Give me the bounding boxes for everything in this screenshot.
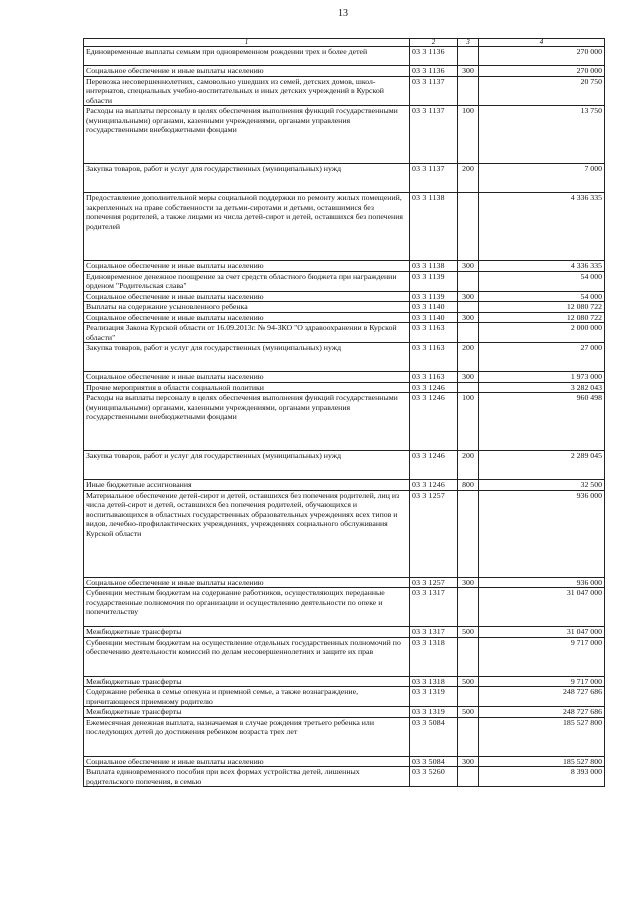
row-expense-type: 300 — [458, 291, 479, 302]
row-expense-type: 500 — [458, 676, 479, 687]
table-row — [84, 676, 605, 687]
table-row — [84, 767, 605, 787]
row-amount: 54 000 — [479, 291, 605, 302]
row-amount: 4 336 335 — [479, 261, 605, 272]
row-code: 03 3 5084 — [410, 717, 458, 756]
table-row — [84, 393, 605, 451]
row-name: Социальное обеспечение и иные выплаты населению — [84, 312, 410, 323]
row-code: 03 3 1246 — [410, 480, 458, 491]
row-expense-type: 300 — [458, 577, 479, 588]
row-name: Социальное обеспечение и иные выплаты населению — [84, 372, 410, 383]
table-row — [84, 637, 605, 676]
table-row — [84, 717, 605, 756]
row-code: 03 3 1139 — [410, 271, 458, 291]
row-name: Межбюджетные трансферты — [84, 707, 410, 718]
row-expense-type: 200 — [458, 164, 479, 193]
row-amount: 32 500 — [479, 480, 605, 491]
row-name: Перевозка несовершеннолетних, самовольно ушедших из семей, детских домов, школ-интернатов, специальных учебно-воспитательных и иных детских учреждений в Курской области — [84, 76, 410, 106]
row-amount: 31 047 000 — [479, 588, 605, 627]
row-code: 03 3 1246 — [410, 393, 458, 451]
row-amount: 12 080 722 — [479, 302, 605, 313]
page-number: 13 — [338, 8, 348, 19]
table-row — [84, 451, 605, 480]
row-amount: 12 080 722 — [479, 312, 605, 323]
row-code: 03 3 1318 — [410, 676, 458, 687]
row-code: 03 3 1257 — [410, 490, 458, 577]
row-name: Иные бюджетные ассигнования — [84, 480, 410, 491]
row-amount: 270 000 — [479, 47, 605, 66]
row-expense-type — [458, 637, 479, 676]
row-expense-type: 300 — [458, 312, 479, 323]
row-code: 03 3 1139 — [410, 291, 458, 302]
row-code: 03 3 1138 — [410, 261, 458, 272]
row-name: Субвенции местным бюджетам на осуществление отдельных государственных полномочий по обеспечению деятельности комиссий по делам несовершеннолетних и защите их прав — [84, 637, 410, 676]
row-name: Закупка товаров, работ и услуг для государственных (муниципальных) нужд — [84, 451, 410, 480]
table-header-row — [84, 39, 605, 47]
row-code: 03 3 1163 — [410, 323, 458, 343]
row-amount: 20 750 — [479, 76, 605, 106]
table-row — [84, 193, 605, 261]
row-name: Закупка товаров, работ и услуг для государственных (муниципальных) нужд — [84, 164, 410, 193]
row-expense-type: 200 — [458, 343, 479, 372]
row-amount: 9 717 000 — [479, 676, 605, 687]
header-col-2: 2 — [410, 39, 458, 47]
row-name: Расходы на выплаты персоналу в целях обеспечения выполнения функций государственными (муниципальными) органами, казенными учреждениями, органами управления государственными внебюджетными фондами — [84, 393, 410, 451]
row-amount: 1 973 000 — [479, 372, 605, 383]
header-col-4: 4 — [479, 39, 605, 47]
row-name: Материальное обеспечение детей-сирот и детей, оставшихся без попечения родителей, лиц из числа детей-сирот и детей, оставшихся без попечения родителей, обучающихся и воспитывающихся в областных государственных образовательных учреждениях всех типов и видов, лечебно-профилактических учреждениях, учреждениях социального обслуживания Курской области — [84, 490, 410, 577]
row-expense-type — [458, 47, 479, 66]
table-row — [84, 382, 605, 393]
row-code: 03 3 1257 — [410, 577, 458, 588]
table-row — [84, 47, 605, 66]
row-amount: 185 527 800 — [479, 717, 605, 756]
row-expense-type — [458, 271, 479, 291]
row-expense-type: 500 — [458, 627, 479, 638]
row-expense-type: 300 — [458, 66, 479, 77]
row-code: 03 3 1318 — [410, 637, 458, 676]
row-amount: 8 393 000 — [479, 767, 605, 787]
row-name: Выплата единовременного пособия при всех формах устройства детей, лишенных родительского попечения, в семью — [84, 767, 410, 787]
row-expense-type — [458, 490, 479, 577]
row-amount: 27 000 — [479, 343, 605, 372]
row-expense-type: 800 — [458, 480, 479, 491]
budget-table — [83, 38, 605, 787]
table-row — [84, 66, 605, 77]
table-row — [84, 588, 605, 627]
row-amount: 936 000 — [479, 577, 605, 588]
table-row — [84, 106, 605, 164]
row-code: 03 3 1140 — [410, 312, 458, 323]
table-row — [84, 372, 605, 383]
row-code: 03 3 5084 — [410, 756, 458, 767]
row-name: Социальное обеспечение и иные выплаты населению — [84, 261, 410, 272]
row-expense-type — [458, 302, 479, 313]
row-name: Единовременное денежное поощрение за счет средств областного бюджета при награждении орденом "Родительская слава" — [84, 271, 410, 291]
header-col-3: 3 — [458, 39, 479, 47]
row-name: Расходы на выплаты персоналу в целях обеспечения выполнения функций государственными (муниципальными) органами, казенными учреждениями, органами управления государственными внебюджетными фондами — [84, 106, 410, 164]
table-row — [84, 271, 605, 291]
row-expense-type — [458, 76, 479, 106]
row-code: 03 3 1163 — [410, 372, 458, 383]
table-row — [84, 312, 605, 323]
row-code: 03 3 1246 — [410, 451, 458, 480]
row-expense-type — [458, 687, 479, 707]
header-col-1: 1 — [84, 39, 410, 47]
row-code: 03 3 1140 — [410, 302, 458, 313]
table-row — [84, 627, 605, 638]
row-amount: 248 727 686 — [479, 687, 605, 707]
row-code: 03 3 1137 — [410, 164, 458, 193]
row-code: 03 3 1317 — [410, 627, 458, 638]
row-name: Закупка товаров, работ и услуг для государственных (муниципальных) нужд — [84, 343, 410, 372]
table-row — [84, 687, 605, 707]
row-name: Социальное обеспечение и иные выплаты населению — [84, 756, 410, 767]
row-code: 03 3 1319 — [410, 707, 458, 718]
row-amount: 185 527 800 — [479, 756, 605, 767]
table-row — [84, 302, 605, 313]
row-code: 03 3 1246 — [410, 382, 458, 393]
row-expense-type: 300 — [458, 756, 479, 767]
row-amount: 248 727 686 — [479, 707, 605, 718]
row-code: 03 3 1138 — [410, 193, 458, 261]
row-name: Межбюджетные трансферты — [84, 676, 410, 687]
row-expense-type: 100 — [458, 106, 479, 164]
row-expense-type — [458, 717, 479, 756]
row-expense-type — [458, 323, 479, 343]
row-amount: 9 717 000 — [479, 637, 605, 676]
row-expense-type: 300 — [458, 372, 479, 383]
row-expense-type — [458, 193, 479, 261]
row-name: Ежемесячная денежная выплата, назначаемая в случае рождения третьего ребенка или последующих детей до достижения ребенком возраста трех лет — [84, 717, 410, 756]
row-amount: 54 000 — [479, 271, 605, 291]
row-amount: 2 000 000 — [479, 323, 605, 343]
table-row — [84, 756, 605, 767]
table-row — [84, 261, 605, 272]
table-row — [84, 480, 605, 491]
row-expense-type — [458, 767, 479, 787]
row-expense-type: 200 — [458, 451, 479, 480]
row-expense-type: 300 — [458, 261, 479, 272]
row-name: Социальное обеспечение и иные выплаты населению — [84, 577, 410, 588]
row-name: Межбюджетные трансферты — [84, 627, 410, 638]
row-amount: 31 047 000 — [479, 627, 605, 638]
table-row — [84, 323, 605, 343]
row-name: Субвенции местным бюджетам на содержание работников, осуществляющих переданные государственные полномочия по организации и осуществлению деятельности по опеке и попечительству — [84, 588, 410, 627]
row-amount: 270 000 — [479, 66, 605, 77]
table-row — [84, 164, 605, 193]
row-amount: 2 289 045 — [479, 451, 605, 480]
table-row — [84, 577, 605, 588]
row-name: Предоставление дополнительной меры социальной поддержки по ремонту жилых помещений, закрепленных на праве собственности за детьми-сиротами и детьми, оставшимися без попечения родителей, а также лицами из числа детей-сирот и детей, оставшихся без попечения родителей — [84, 193, 410, 261]
row-expense-type: 500 — [458, 707, 479, 718]
row-amount: 7 000 — [479, 164, 605, 193]
row-code: 03 3 1136 — [410, 66, 458, 77]
row-name: Реализация Закона Курской области от 16.09.2013г. № 94-ЗКО "О здравоохранении в Курской области" — [84, 323, 410, 343]
row-name: Социальное обеспечение и иные выплаты населению — [84, 66, 410, 77]
row-name: Прочие мероприятия в области социальной политики — [84, 382, 410, 393]
table-row — [84, 343, 605, 372]
row-amount: 960 498 — [479, 393, 605, 451]
row-expense-type — [458, 382, 479, 393]
row-code: 03 3 1317 — [410, 588, 458, 627]
row-code: 03 3 1137 — [410, 106, 458, 164]
table-row — [84, 291, 605, 302]
row-code: 03 3 1163 — [410, 343, 458, 372]
table-row — [84, 707, 605, 718]
row-code: 03 3 5260 — [410, 767, 458, 787]
row-name: Выплаты на содержание усыновленного ребенка — [84, 302, 410, 313]
row-name: Единовременные выплаты семьям при одновременном рождении трех и более детей — [84, 47, 410, 66]
row-amount: 3 282 043 — [479, 382, 605, 393]
row-name: Содержание ребенка в семье опекуна и приемной семье, а также вознаграждение, причитающееся приемному родителю — [84, 687, 410, 707]
row-name: Социальное обеспечение и иные выплаты населению — [84, 291, 410, 302]
table-row — [84, 76, 605, 106]
row-code: 03 3 1137 — [410, 76, 458, 106]
row-code: 03 3 1319 — [410, 687, 458, 707]
row-amount: 936 000 — [479, 490, 605, 577]
row-amount: 4 336 335 — [479, 193, 605, 261]
table-row — [84, 490, 605, 577]
row-expense-type: 100 — [458, 393, 479, 451]
row-amount: 13 750 — [479, 106, 605, 164]
row-expense-type — [458, 588, 479, 627]
row-code: 03 3 1136 — [410, 47, 458, 66]
